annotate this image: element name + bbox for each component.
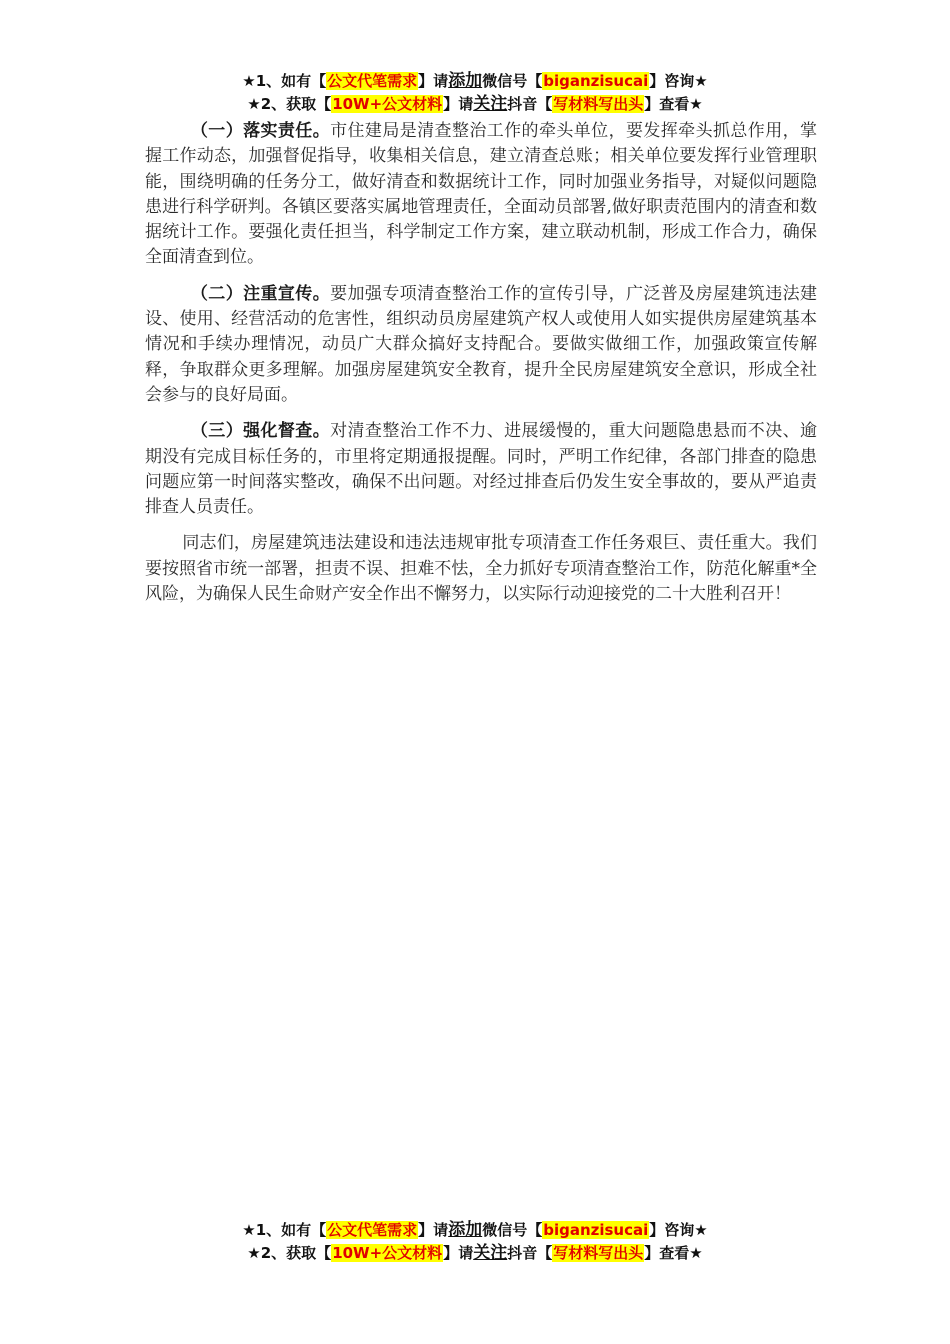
- banner-text: 】请: [443, 1244, 474, 1262]
- paragraph-heading: （二）注重宣传。: [190, 283, 331, 304]
- paragraph-text: 市住建局是清查整治工作的牵头单位，要发挥牵头抓总作用，掌握工作动态，加强督促指导，收集相关信息，建立清查总账；相关单位要发挥行业管理职能，围绕明确的任务分工，做好清查和数据统计工作，同时加强业务指导，对疑似问题隐患进行科学研判。各镇区要落实属地管理责任，全面动员部署,做好职责范围内的清查和数据统计工作。要强化责任担当，科学制定工作方案，建立联动机制，形成工作合力，确保全面清查到位。: [145, 121, 818, 268]
- paragraph-closing: [145, 531, 817, 607]
- paragraph-publicity: [145, 282, 817, 408]
- banner-line-1: [0, 70, 950, 93]
- document-body: [145, 119, 817, 618]
- banner-text: 微信号【: [482, 1221, 543, 1239]
- banner-text: ★1、如有【: [242, 1221, 327, 1239]
- paragraph-text: 对清查整治工作不力、进展缓慢的，重大问题隐患悬而不决、逾期没有完成目标任务的，市里将定期通报提醒。同时，严明工作纪律，各部门排查的隐患问题应第一时间落实整改，确保不出问题。对经过排查后仍发生安全事故的，要从严追责排查人员责任。: [145, 421, 818, 518]
- banner-text: 】请: [418, 72, 449, 90]
- bottom-banner: [0, 1219, 950, 1265]
- highlight-douyin: 写材料写出头: [553, 1244, 644, 1262]
- highlight-douyin: 写材料写出头: [553, 95, 644, 113]
- underlined-text: 添加: [448, 71, 483, 91]
- underlined-text: 关注: [473, 1243, 508, 1263]
- banner-text: 】查看★: [644, 95, 703, 113]
- underlined-text: 关注: [473, 94, 508, 114]
- paragraph-heading: （一）落实责任。: [190, 121, 331, 141]
- highlight-materials: 10W+公文材料: [332, 1244, 443, 1262]
- banner-text: ★2、获取【: [247, 1244, 332, 1262]
- banner-line-2: [0, 93, 950, 116]
- banner-text: 】查看★: [644, 1244, 703, 1262]
- paragraph-supervision: [145, 419, 817, 520]
- top-banner: [0, 70, 950, 116]
- banner-line-1: [0, 1219, 950, 1242]
- banner-text: ★1、如有【: [242, 72, 327, 90]
- banner-line-2: [0, 1242, 950, 1265]
- banner-text: 抖音【: [507, 1244, 553, 1262]
- highlight-service: 公文代笔需求: [327, 1221, 418, 1239]
- paragraph-responsibility: [145, 119, 817, 271]
- paragraph-heading: （三）强化督查。: [190, 421, 331, 442]
- paragraph-text: 要加强专项清查整治工作的宣传引导，广泛普及房屋建筑违法建设、使用、经营活动的危害性，组织动员房屋建筑产权人或使用人如实提供房屋建筑基本情况和手续办理情况，动员广大群众搞好支持配合。要做实做细工作，加强政策宣传解释，争取群众更多理解。加强房屋建筑安全教育，提升全民房屋建筑安全意识，形成全社会参与的良好局面。: [145, 283, 818, 405]
- banner-text: 】咨询★: [649, 1221, 708, 1239]
- banner-text: 微信号【: [482, 72, 543, 90]
- highlight-materials: 10W+公文材料: [332, 95, 443, 113]
- highlight-service: 公文代笔需求: [327, 72, 418, 90]
- banner-text: ★2、获取【: [247, 95, 332, 113]
- highlight-wechat-id: biganzisucai: [543, 1221, 649, 1239]
- banner-text: 】请: [443, 95, 474, 113]
- banner-text: 】请: [418, 1221, 449, 1239]
- highlight-wechat-id: biganzisucai: [543, 72, 649, 90]
- banner-text: 】咨询★: [649, 72, 708, 90]
- paragraph-text: 同志们，房屋建筑违法建设和违法违规审批专项清查工作任务艰巨、责任重大。我们要按照省市统一部署，担责不误、担难不怯，全力抓好专项清查整治工作，防范化解重*全风险，为确保人民生命财产安全作出不懈努力，以实际行动迎接党的二十大胜利召开！: [145, 533, 817, 605]
- banner-text: 抖音【: [507, 95, 553, 113]
- underlined-text: 添加: [448, 1220, 483, 1240]
